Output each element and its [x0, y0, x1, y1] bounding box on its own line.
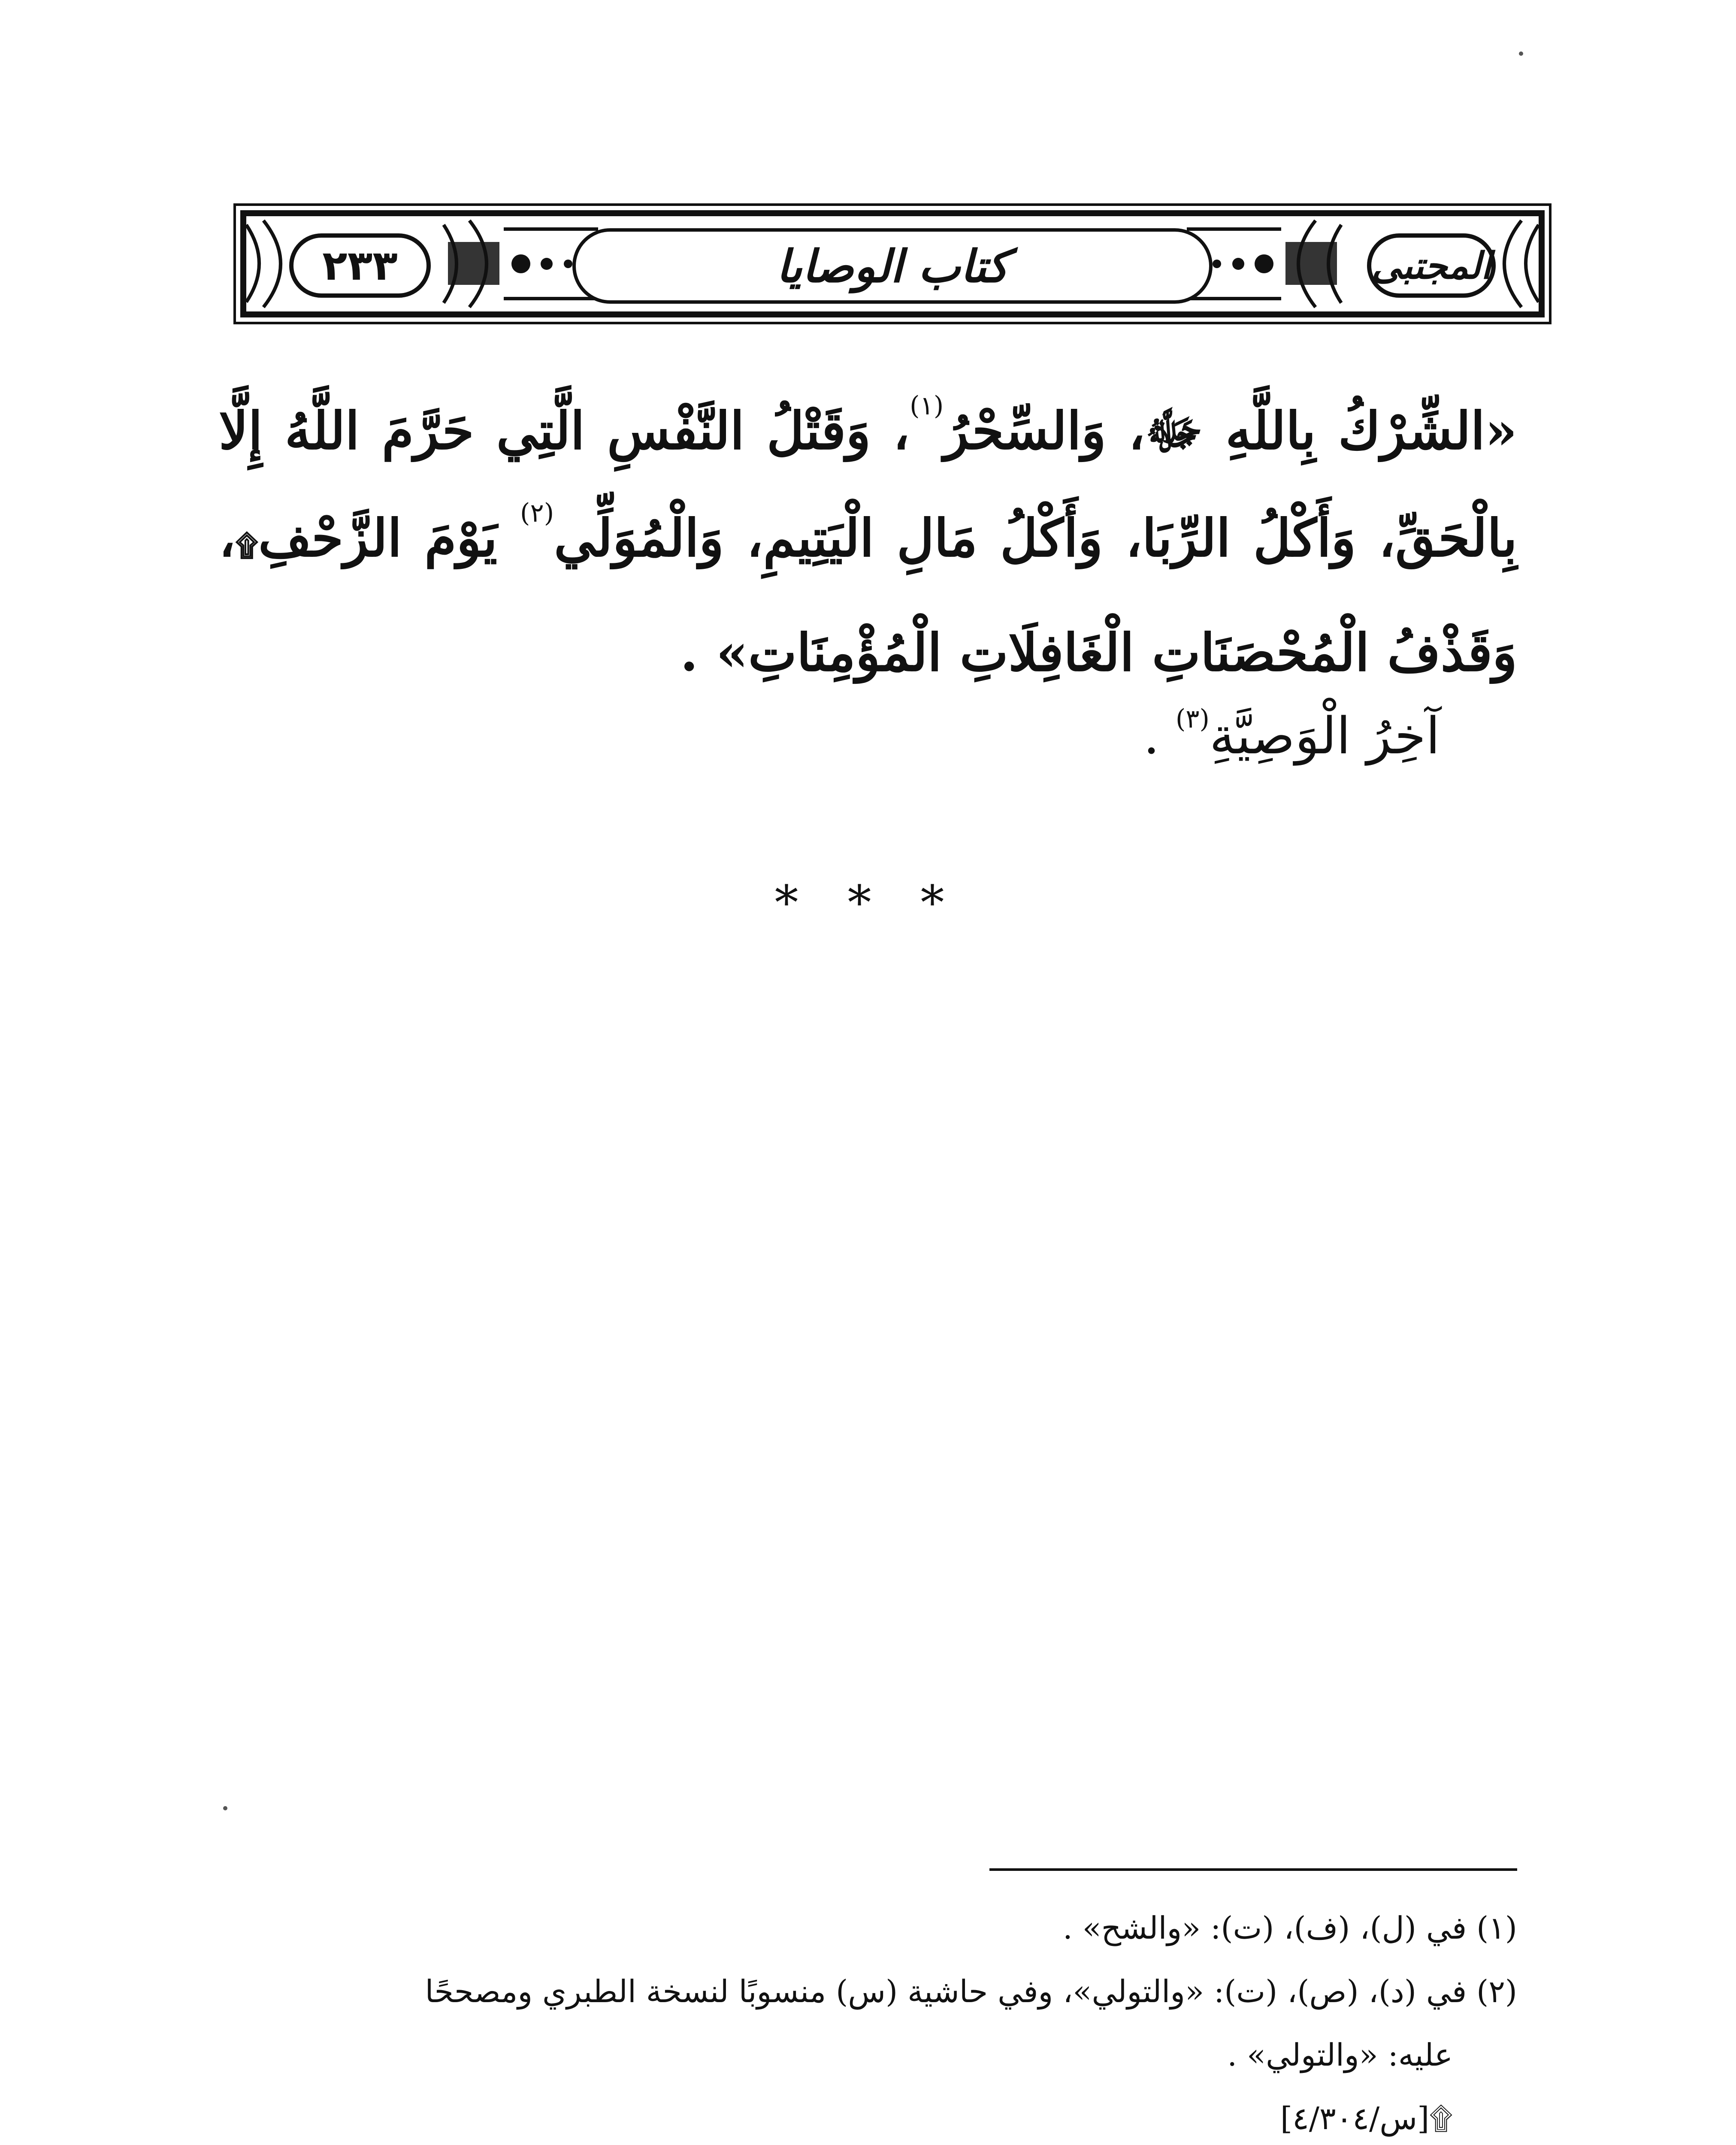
footnote-2-continued: عليه: «والتولي» .: [1227, 2037, 1453, 2073]
hadith-text: [219, 378, 1517, 707]
page-number-frame: [289, 233, 431, 298]
end-of-testament: [1143, 704, 1440, 768]
footnotes: [223, 1896, 1517, 2145]
book-logo: المجتبى: [1371, 244, 1491, 287]
footnote-divider: [989, 1868, 1517, 1871]
footnote-ref-2: (٢): [520, 498, 554, 528]
end-period: .: [1143, 706, 1176, 765]
footnote-2: (٢) في (د)، (ص)، (ت): «والتولي»، وفي حاشية (س) منسوبًا لنسخة الطبري ومصححًا: [425, 1973, 1517, 2009]
page-reference: ۩[س/٤/٣٠٤]: [1280, 2100, 1453, 2136]
hadith-segment-2: ، وَقَتْلُ النَّفْسِ الَّتِي حَرَّمَ اللَّهُ إِلَّا بِالْحَقِّ، وَأَكْلُ الرِّبَا، وَأَكْلُ مَالِ الْيَتِيمِ، وَالْمُوَلِّي: [219, 401, 1517, 568]
footnote-ref-1: (١): [910, 391, 944, 421]
scan-speck: [1519, 51, 1523, 56]
hadith-segment-3: يَوْمَ الزَّحْفِ: [258, 508, 520, 568]
chapter-title: كتاب الوصايا: [776, 239, 1009, 293]
scan-speck: [223, 1806, 227, 1810]
page-mark-icon: ۩: [235, 528, 258, 563]
page-number: ٢٣٣: [322, 242, 398, 290]
end-text: آخِرُ الْوَصِيَّةِ: [1209, 706, 1440, 765]
section-separator: * * *: [774, 875, 962, 930]
hadith-segment-1: «الشِّرْكُ بِاللَّهِ ﷻ، وَالسِّحْرُ: [944, 401, 1517, 461]
chapter-title-frame: [572, 228, 1213, 304]
hadith-segment-4: ، وَقَذْفُ الْمُحْصَنَاتِ الْغَافِلَاتِ الْمُؤْمِنَاتِ» .: [219, 508, 1517, 683]
book-logo-frame: [1367, 233, 1496, 298]
footnote-ref-3: (٣): [1175, 704, 1210, 734]
hadith-paragraph: [219, 378, 1517, 707]
footnote-1: (١) في (ل)، (ف)، (ت): «والشح» .: [1062, 1910, 1517, 1946]
page-header: [240, 210, 1545, 317]
